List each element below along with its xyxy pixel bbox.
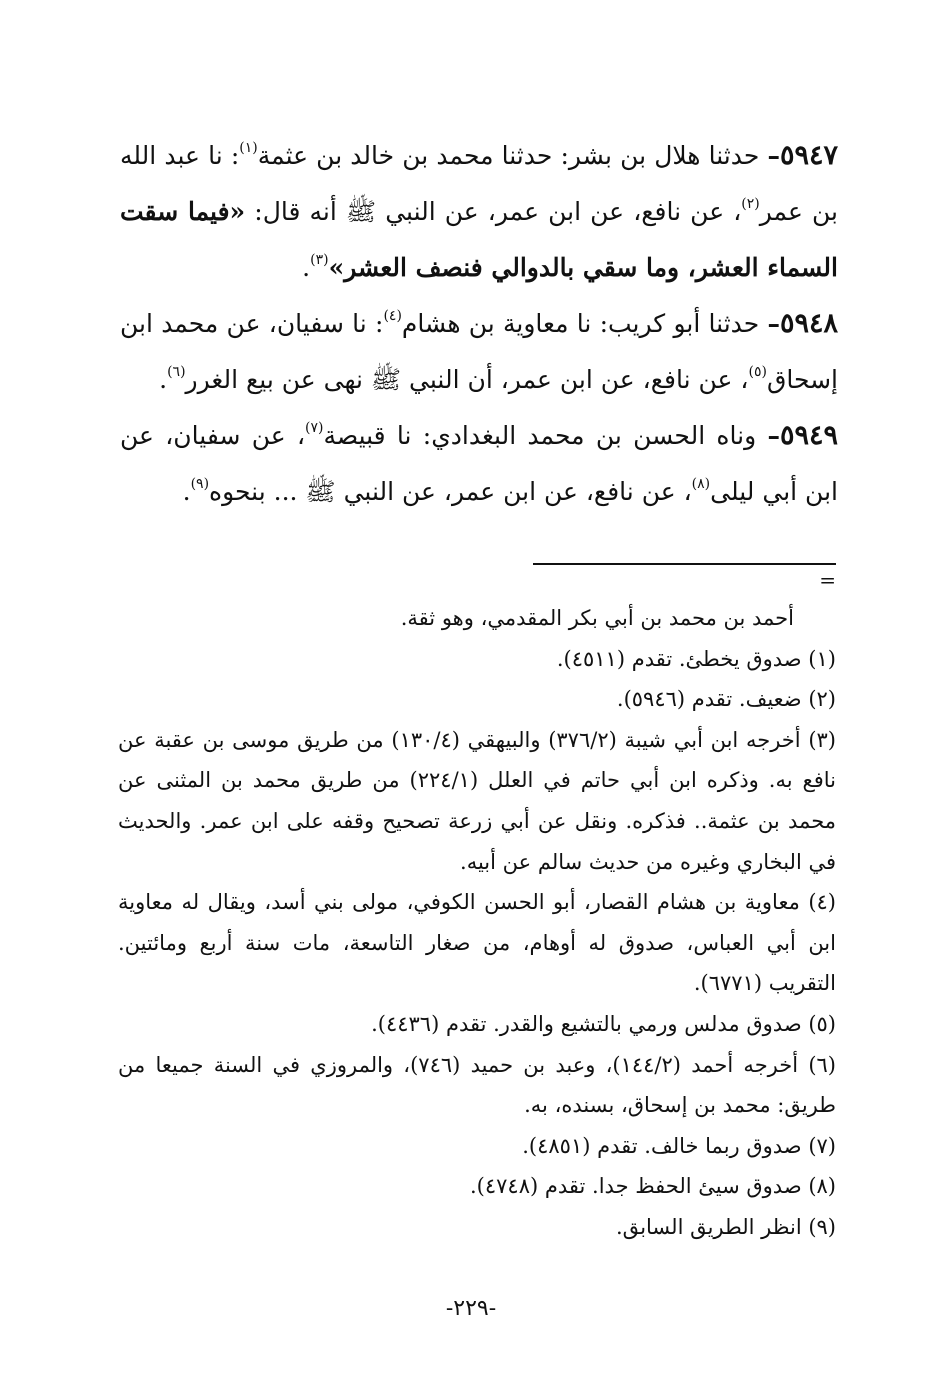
footnote-4 [118,882,836,1004]
footnote-separator [533,563,836,565]
footnote-ref: (٨) [691,476,711,492]
footnote-5: (٥) صدوق مدلس ورمي بالتشيع والقدر. تقدم (٤٤٣٦). [371,1011,836,1036]
footnote-ref: (٥) [748,364,767,380]
isnad-text: حدثنا هلال بن بشر: حدثنا محمد بن خالد بن عثمة [257,141,760,170]
isnad-text: ، عن نافع، عن ابن عمر، عن النبي ﷺ أنه قال: [245,197,742,226]
footnote-text: معاوية بن هشام القصار، أبو الحسن الكوفي، مولى بني أسد، ويقال له معاوية ابن أبي العباس، صدوق له أوهام، من صغار التاسعة، مات سنة أربع ومائتين. التقريب (٦٧٧١). [118,890,836,996]
hadith-dash: – [767,421,780,450]
hadith-body [120,128,838,520]
isnad-text: حدثنا أبو كريب: نا معاوية بن هشام [401,309,760,338]
continuation-mark: = [819,568,836,592]
hadith-number: ٥٩٤٨ [780,308,839,339]
isnad-text: : نا عبد الله بن عمر [120,141,838,226]
footnote-7: (٧) صدوق ربما خالف. تقدم (٤٨٥١). [522,1133,836,1158]
footnote-2: (٢) ضعيف. تقدم (٥٩٤٦). [616,687,836,712]
footnote-8: (٨) صدوق سيئ الحفظ جدا. تقدم (٤٧٤٨). [470,1174,836,1199]
footnotes [118,598,836,1248]
footnote-6 [118,1045,836,1126]
period: . [302,253,311,282]
page-number: -٢٢٩- [445,1296,497,1321]
matn-text: «فيما سقت السماء العشر، وما سقي بالدوالي فنصف العشر» [120,197,838,282]
isnad-text: ، عن سفيان، عن ابن أبي ليلى [120,421,838,506]
isnad-text: : نا سفيان، عن محمد ابن إسحاق [120,309,838,394]
hadith-5947 [120,128,838,296]
footnote-ref: (٩) [190,476,210,492]
footnote-1: (١) صدوق يخطئ. تقدم (٤٥١١). [556,646,836,671]
footnote-ref: (٢) [741,196,760,212]
footnote-label: (٤) [808,890,836,915]
footnote-text: أخرجه أحمد (١٤٤/٢)، وعبد بن حميد (٧٤٦)، والمروزي في السنة جميعا من طريق: محمد بن إسحاق، بسنده، به. [118,1052,836,1118]
footnote-9: (٩) انظر الطريق السابق. [616,1214,836,1239]
isnad-text: وناه الحسن بن محمد البغدادي: نا قبيصة [323,421,757,450]
period: . [159,365,168,394]
footnote-ref: (٣) [310,252,329,268]
hadith-number: ٥٩٤٩ [779,420,838,451]
footnote-label: (٦) [808,1052,836,1077]
footnote-ref: (٦) [167,364,186,380]
hadith-dash: – [767,309,780,338]
hadith-dash: – [767,141,780,170]
hadith-5949 [120,408,838,520]
footnote-ref: (٧) [305,420,324,436]
footnote-ref: (٤) [383,308,402,324]
footnote-3 [118,720,836,882]
footnote-ref: (١) [239,140,258,156]
footnote-label: (٣) [808,727,836,752]
period: . [182,477,191,506]
hadith-5948 [120,296,838,408]
isnad-text: ، عن نافع، عن ابن عمر، عن النبي ﷺ ... بنحوه [209,477,692,506]
isnad-text: ، عن نافع، عن ابن عمر، أن النبي ﷺ نهى عن بيع الغرر [185,365,749,394]
footnote-text: أخرجه ابن أبي شيبة (٣٧٦/٢) والبيهقي (١٣٠/٤) من طريق موسى بن عقبة عن نافع به. وذكره ابن أبي حاتم في العلل (٢٢٤/١) من طريق محمد بن المثنى عن محمد بن عثمة.. فذكره. ونقل عن أبي زرعة تصحيح وقفه على ابن عمر. والحديث في البخاري وغيره من حديث سالم عن أبيه. [118,727,836,874]
footnote-carryover: أحمد بن محمد بن أبي بكر المقدمي، وهو ثقة. [400,606,794,630]
hadith-number: ٥٩٤٧ [779,140,838,171]
